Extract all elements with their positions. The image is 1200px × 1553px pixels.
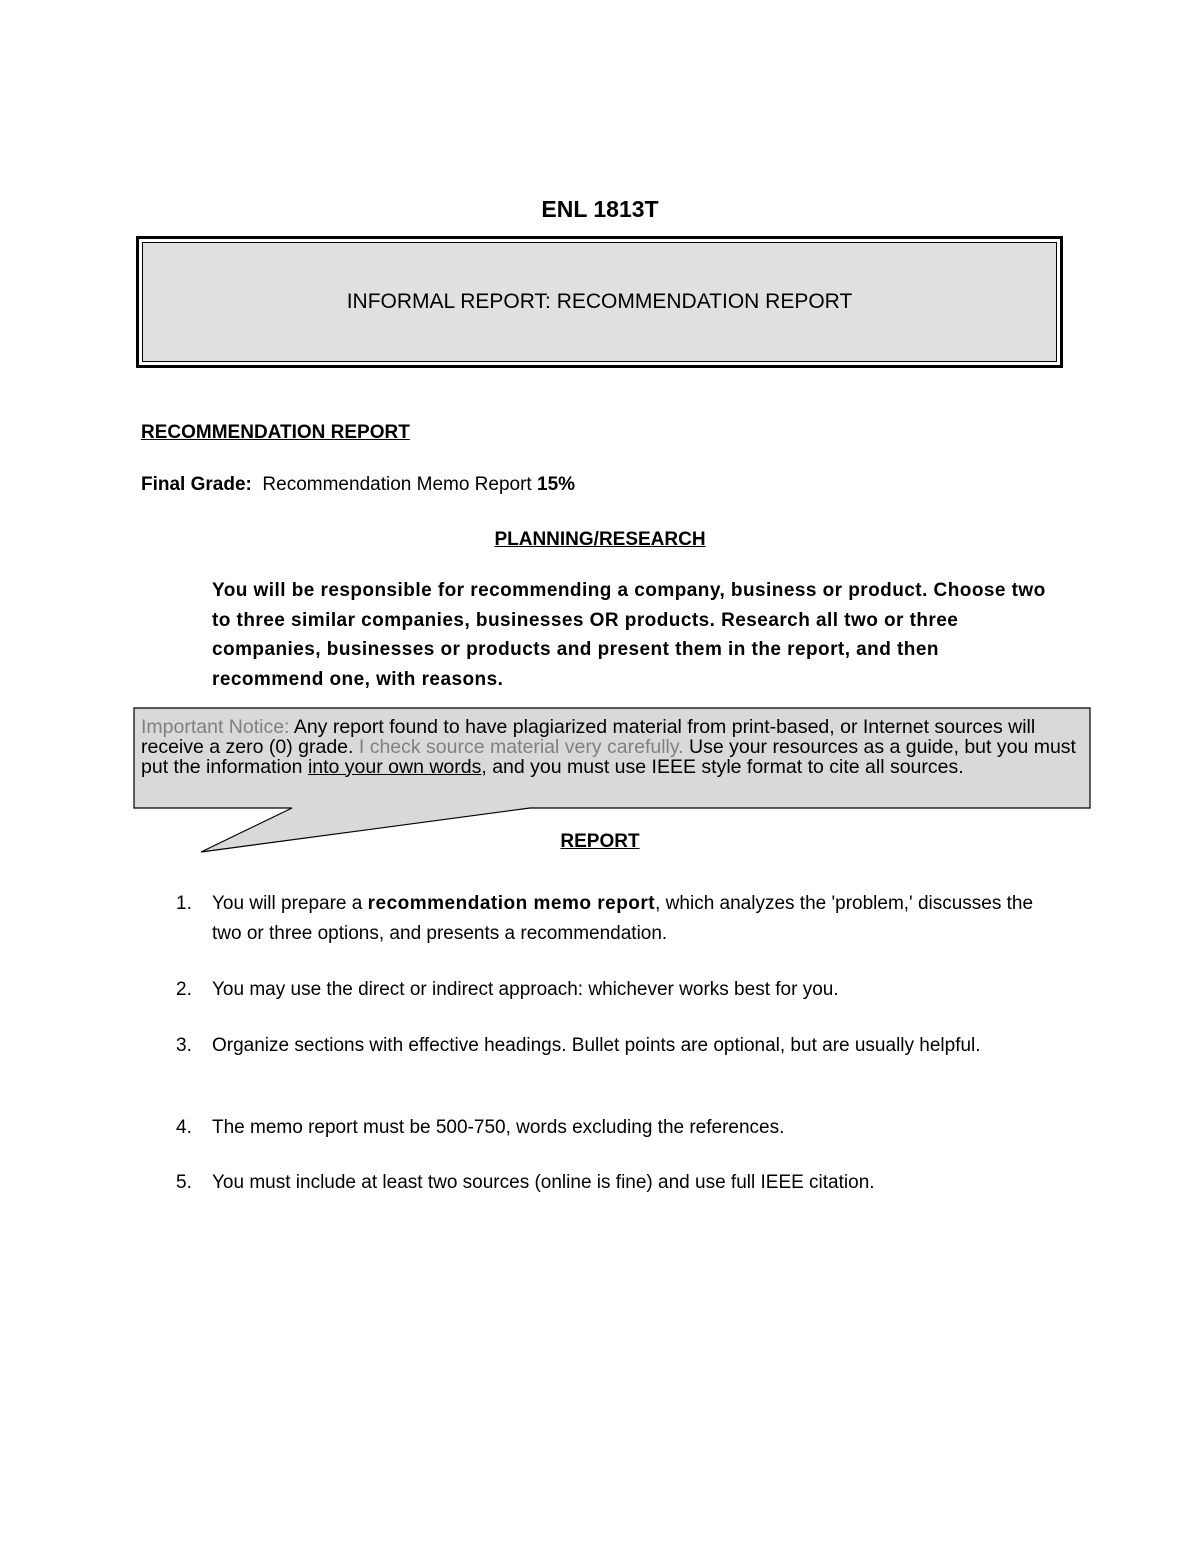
notice-part3: and you must use IEEE style format to cite all sources. (486, 755, 964, 778)
list-item (176, 1031, 1036, 1061)
notice-part1: Any report found to have plagiarized material from print-based, or Internet sources will receive a zero (0) grade. (141, 716, 1036, 758)
list-item (176, 1113, 1036, 1143)
list-item-text: Organize sections with effective headings. Bullet points are optional, but are usually helpful. (212, 1035, 981, 1056)
notice-label: Important Notice: (141, 716, 290, 738)
list-item-number: 2. (176, 979, 192, 1000)
notice-text (141, 718, 1076, 777)
list-item-text: You must include at least two sources (online is fine) and use full IEEE citation. (212, 1172, 875, 1193)
list-item-number: 3. (176, 1035, 192, 1056)
notice-underlined: into your own words, (307, 755, 487, 778)
final-grade-text: Recommendation Memo Report (262, 474, 532, 495)
list-item-text: The memo report must be 500-750, words excluding the references. (212, 1117, 785, 1138)
list-item-text-end: , which analyzes the 'problem,' discusses the two or three options, and presents a recommendation. (212, 893, 1034, 944)
list-item-number: 1. (176, 893, 192, 914)
list-item-bold: recommendation memo report (367, 893, 656, 914)
list-item-text: You may use the direct or indirect approach: whichever works best for you. (212, 979, 839, 1000)
list-item (176, 1168, 1036, 1198)
course-code: ENL 1813T (541, 196, 659, 222)
document-title: INFORMAL REPORT: RECOMMENDATION REPORT (142, 242, 1057, 362)
final-grade-label: Final Grade: (141, 474, 252, 495)
list-item (176, 889, 1036, 948)
section-heading: RECOMMENDATION REPORT (141, 422, 410, 443)
list-item-number: 5. (176, 1172, 192, 1193)
list-item (176, 975, 1036, 1005)
report-heading: REPORT (560, 831, 640, 852)
list-item-text-start: You will prepare a (212, 893, 368, 914)
planning-text: You will be responsible for recommending a company, business or product. Choose two to three similar companies, businesses OR products. Research all two or three companies, businesses or products and present them in the report, and then recommend one, with reasons. (212, 580, 1046, 690)
list-item-number: 4. (176, 1117, 192, 1138)
final-grade-percent: 15% (537, 474, 576, 495)
notice-grey-sentence: I check source material very carefully. (353, 735, 684, 758)
list-item-text (212, 889, 1036, 948)
notice-part2: Use your resources as a guide, but you must put the information (141, 735, 1076, 778)
planning-heading: PLANNING/RESEARCH (494, 529, 706, 550)
